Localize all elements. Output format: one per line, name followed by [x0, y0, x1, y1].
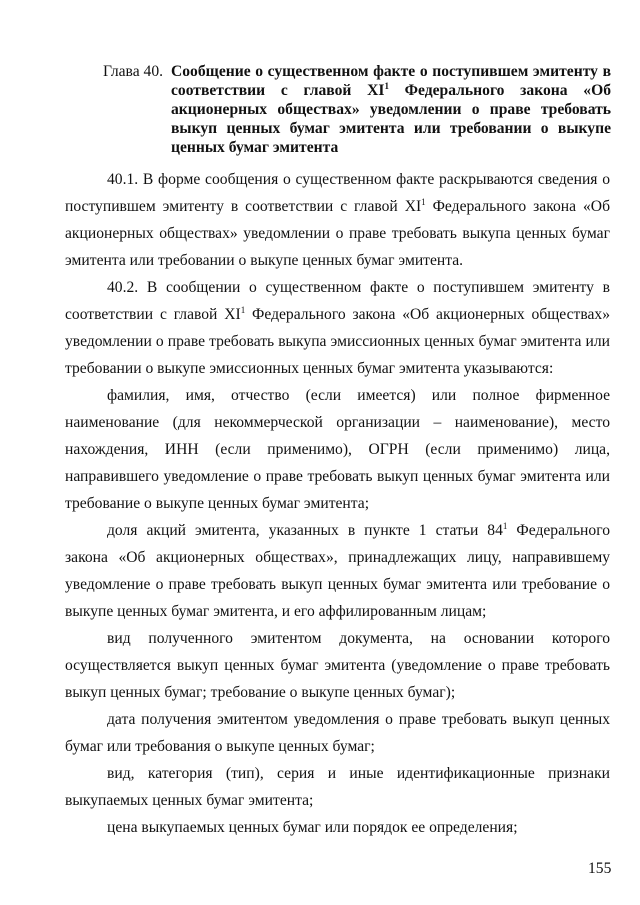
- list-item-share: [65, 517, 610, 625]
- list-item-share-superscript: 1: [502, 521, 508, 531]
- paragraph-40-1: [65, 166, 610, 274]
- page-number: 155: [588, 860, 612, 877]
- list-item-price: цена выкупаемых ценных бумаг или порядок ее определения;: [107, 819, 518, 836]
- list-item-requester: фамилия, имя, отчество (если имеется) или полное фирменное наименование (для некоммерческой организации – наименование), место нахождения, ИНН (если применимо), ОГРН (если применимо) лица, направившего уведомление о праве требовать выкуп ценных бумаг эмитента или требование о выкупе ценных бумаг эмитента;: [65, 387, 610, 512]
- paragraph-40-2: [65, 274, 610, 382]
- list-item-receipt-date: дата получения эмитентом уведомления о праве требовать выкуп ценных бумаг или требования о выкупе ценных бумаг;: [65, 711, 610, 755]
- chapter-title: [171, 62, 611, 157]
- list-item-securities-kind: вид, категория (тип), серия и иные идентификационные признаки выкупаемых ценных бумаг эмитента;: [65, 765, 610, 809]
- chapter-title-rest: Федерального закона «Об акционерных обществах» уведомлении о праве требовать выкуп ценных бумаг эмитента или требовании о выкупе ценных бумаг эмитента: [171, 82, 611, 156]
- chapter-heading: [103, 62, 611, 157]
- list-item-share-rest: Федерального закона «Об акционерных обществах», принадлежащих лицу, направившему уведомление о праве требовать выкуп ценных бумаг эмитента или требование о выкупе ценных бумаг эмитента, и его аффилированным лицам;: [65, 522, 610, 620]
- document-body: [65, 166, 610, 841]
- paragraph-40-2-rest: Федерального закона «Об акционерных обществах» уведомлении о праве требовать выкупа эмиссионных ценных бумаг эмитента или требовании о выкупе эмиссионных ценных бумаг эмитента указываются:: [65, 306, 611, 377]
- chapter-label: Глава 40.: [103, 63, 164, 80]
- paragraph-40-1-text: 40.1. В форме сообщения о существенном факте раскрываются сведения о поступившем эмитенту в соответствии с главой XI: [65, 171, 610, 215]
- list-item-document-type: вид полученного эмитентом документа, на основании которого осуществляется выкуп ценных бумаг эмитента (уведомление о праве требовать выкуп ценных бумаг; требование о выкупе ценных бумаг);: [65, 630, 610, 701]
- list-item-share-text: доля акций эмитента, указанных в пункте 1 статьи 84: [107, 522, 503, 539]
- chapter-title-text: Сообщение о существенном факте о поступившем эмитенту в соответствии с главой XI: [171, 63, 611, 99]
- paragraph-40-1-rest: Федерального закона «Об акционерных обществах» уведомлении о праве требовать выкупа ценных бумаг эмитента или требовании о выкупе ценных бумаг эмитента.: [65, 198, 610, 269]
- chapter-title-superscript: 1: [384, 81, 389, 91]
- paragraph-40-2-text: 40.2. В сообщении о существенном факте о поступившем эмитенту в соответствии с главой XI: [65, 279, 610, 323]
- paragraph-40-2-superscript: 1: [240, 305, 246, 315]
- paragraph-40-1-superscript: 1: [421, 197, 426, 207]
